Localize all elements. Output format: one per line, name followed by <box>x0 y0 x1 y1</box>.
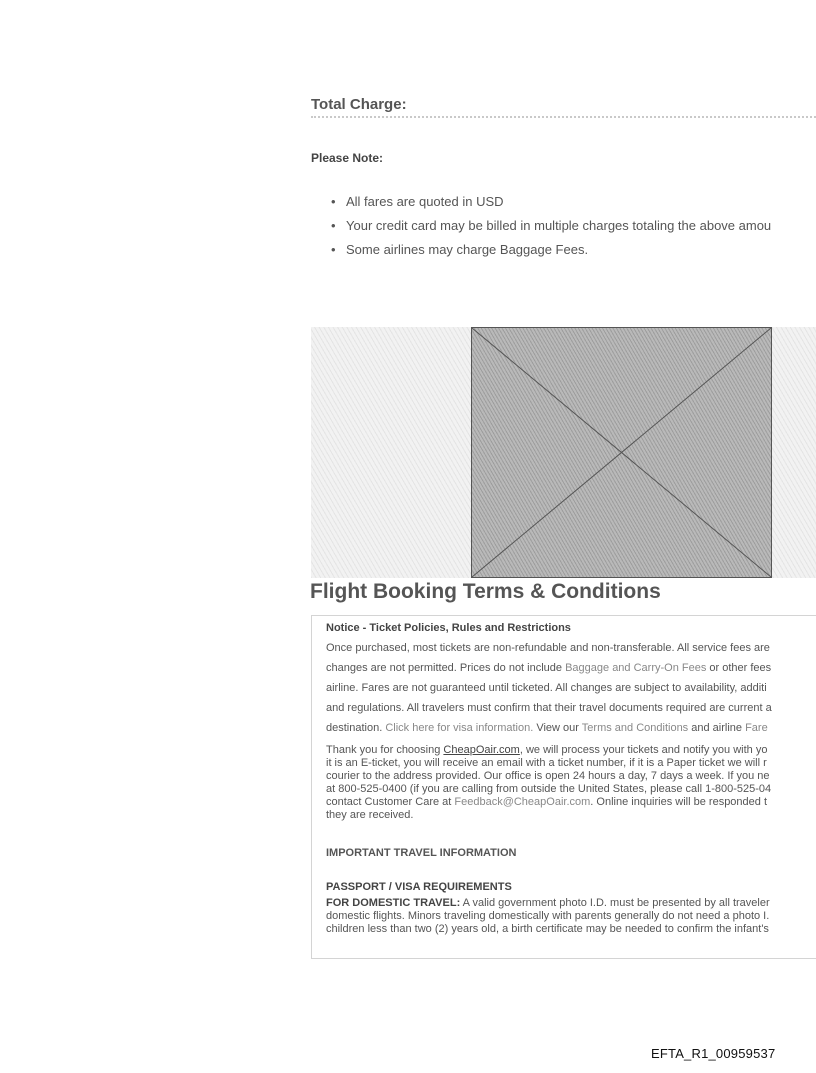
text: View our <box>533 722 582 734</box>
terms-title: Flight Booking Terms & Conditions <box>310 580 661 603</box>
fare-rules-link[interactable]: Fare <box>745 722 768 734</box>
text: destination. <box>326 722 386 734</box>
passport-visa-heading: PASSPORT / VISA REQUIREMENTS <box>326 881 512 893</box>
visa-info-link[interactable]: Click here for visa information. <box>385 722 534 734</box>
domestic-travel-paragraph <box>326 897 816 936</box>
thanks-paragraph <box>326 744 816 822</box>
thanks-line: it is an E-ticket, you will receive an email with a ticket number, if it is a Paper ticket we will r <box>326 757 767 769</box>
text: Thank you for choosing <box>326 744 444 756</box>
total-charge-label: Total Charge: <box>311 96 816 118</box>
notice-line: and regulations. All travelers must confirm that their travel documents required are current a <box>326 702 772 714</box>
banner-image-area <box>311 327 816 578</box>
notice-title: Notice - Ticket Policies, Rules and Restrictions <box>326 622 571 634</box>
please-note-label: Please Note: <box>311 151 384 165</box>
note-text: Your credit card may be billed in multiple charges totaling the above amou <box>346 218 772 233</box>
thanks-line: at 800-525-0400 (if you are calling from outside the United States, please call 1-800-525-04 <box>326 783 772 795</box>
domestic-line <box>326 897 816 910</box>
feedback-email-link[interactable]: Feedback@CheapOair.com <box>454 796 591 808</box>
notice-line <box>326 658 816 678</box>
cheapoair-link[interactable]: CheapOair.com <box>443 744 520 756</box>
note-text: All fares are quoted in USD <box>346 194 504 209</box>
notes-list <box>331 194 816 266</box>
domestic-line: children less than two (2) years old, a birth certificate may be needed to confirm the infant's <box>326 923 769 935</box>
notice-line <box>326 718 816 738</box>
baggage-fees-link[interactable]: Baggage and Carry-On Fees <box>565 662 707 674</box>
terms-box <box>311 615 816 959</box>
text: and airline <box>688 722 746 734</box>
thanks-line: courier to the address provided. Our office is open 24 hours a day, 7 days a week. If you ne <box>326 770 770 782</box>
list-item <box>331 218 816 242</box>
domestic-label: FOR DOMESTIC TRAVEL: <box>326 897 461 909</box>
notice-paragraph <box>326 638 816 738</box>
notice-line: Once purchased, most tickets are non-refundable and non-transferable. All service fees are <box>326 642 770 654</box>
thanks-line: they are received. <box>326 809 414 821</box>
domestic-line: domestic flights. Minors traveling domestically with parents generally do not need a photo I. <box>326 910 770 922</box>
text: , we will process your tickets and notify you with yo <box>519 744 768 756</box>
important-travel-heading: IMPORTANT TRAVEL INFORMATION <box>326 847 517 859</box>
text: . Online inquiries will be responded t <box>590 796 768 808</box>
broken-image-placeholder <box>471 327 772 578</box>
broken-image-icon <box>472 328 771 577</box>
thanks-line <box>326 796 816 809</box>
terms-conditions-link[interactable]: Terms and Conditions <box>581 722 689 734</box>
text: A valid government photo I.D. must be presented by all traveler <box>460 897 770 909</box>
list-item <box>331 194 816 218</box>
text: or other fees <box>706 662 772 674</box>
document-id: EFTA_R1_00959537 <box>651 1046 776 1061</box>
thanks-line <box>326 744 816 757</box>
note-text: Some airlines may charge Baggage Fees. <box>346 242 589 257</box>
list-item <box>331 242 816 266</box>
text: changes are not permitted. Prices do not include <box>326 662 566 674</box>
text: contact Customer Care at <box>326 796 455 808</box>
notice-line: airline. Fares are not guaranteed until ticketed. All changes are subject to availability, additi <box>326 682 767 694</box>
